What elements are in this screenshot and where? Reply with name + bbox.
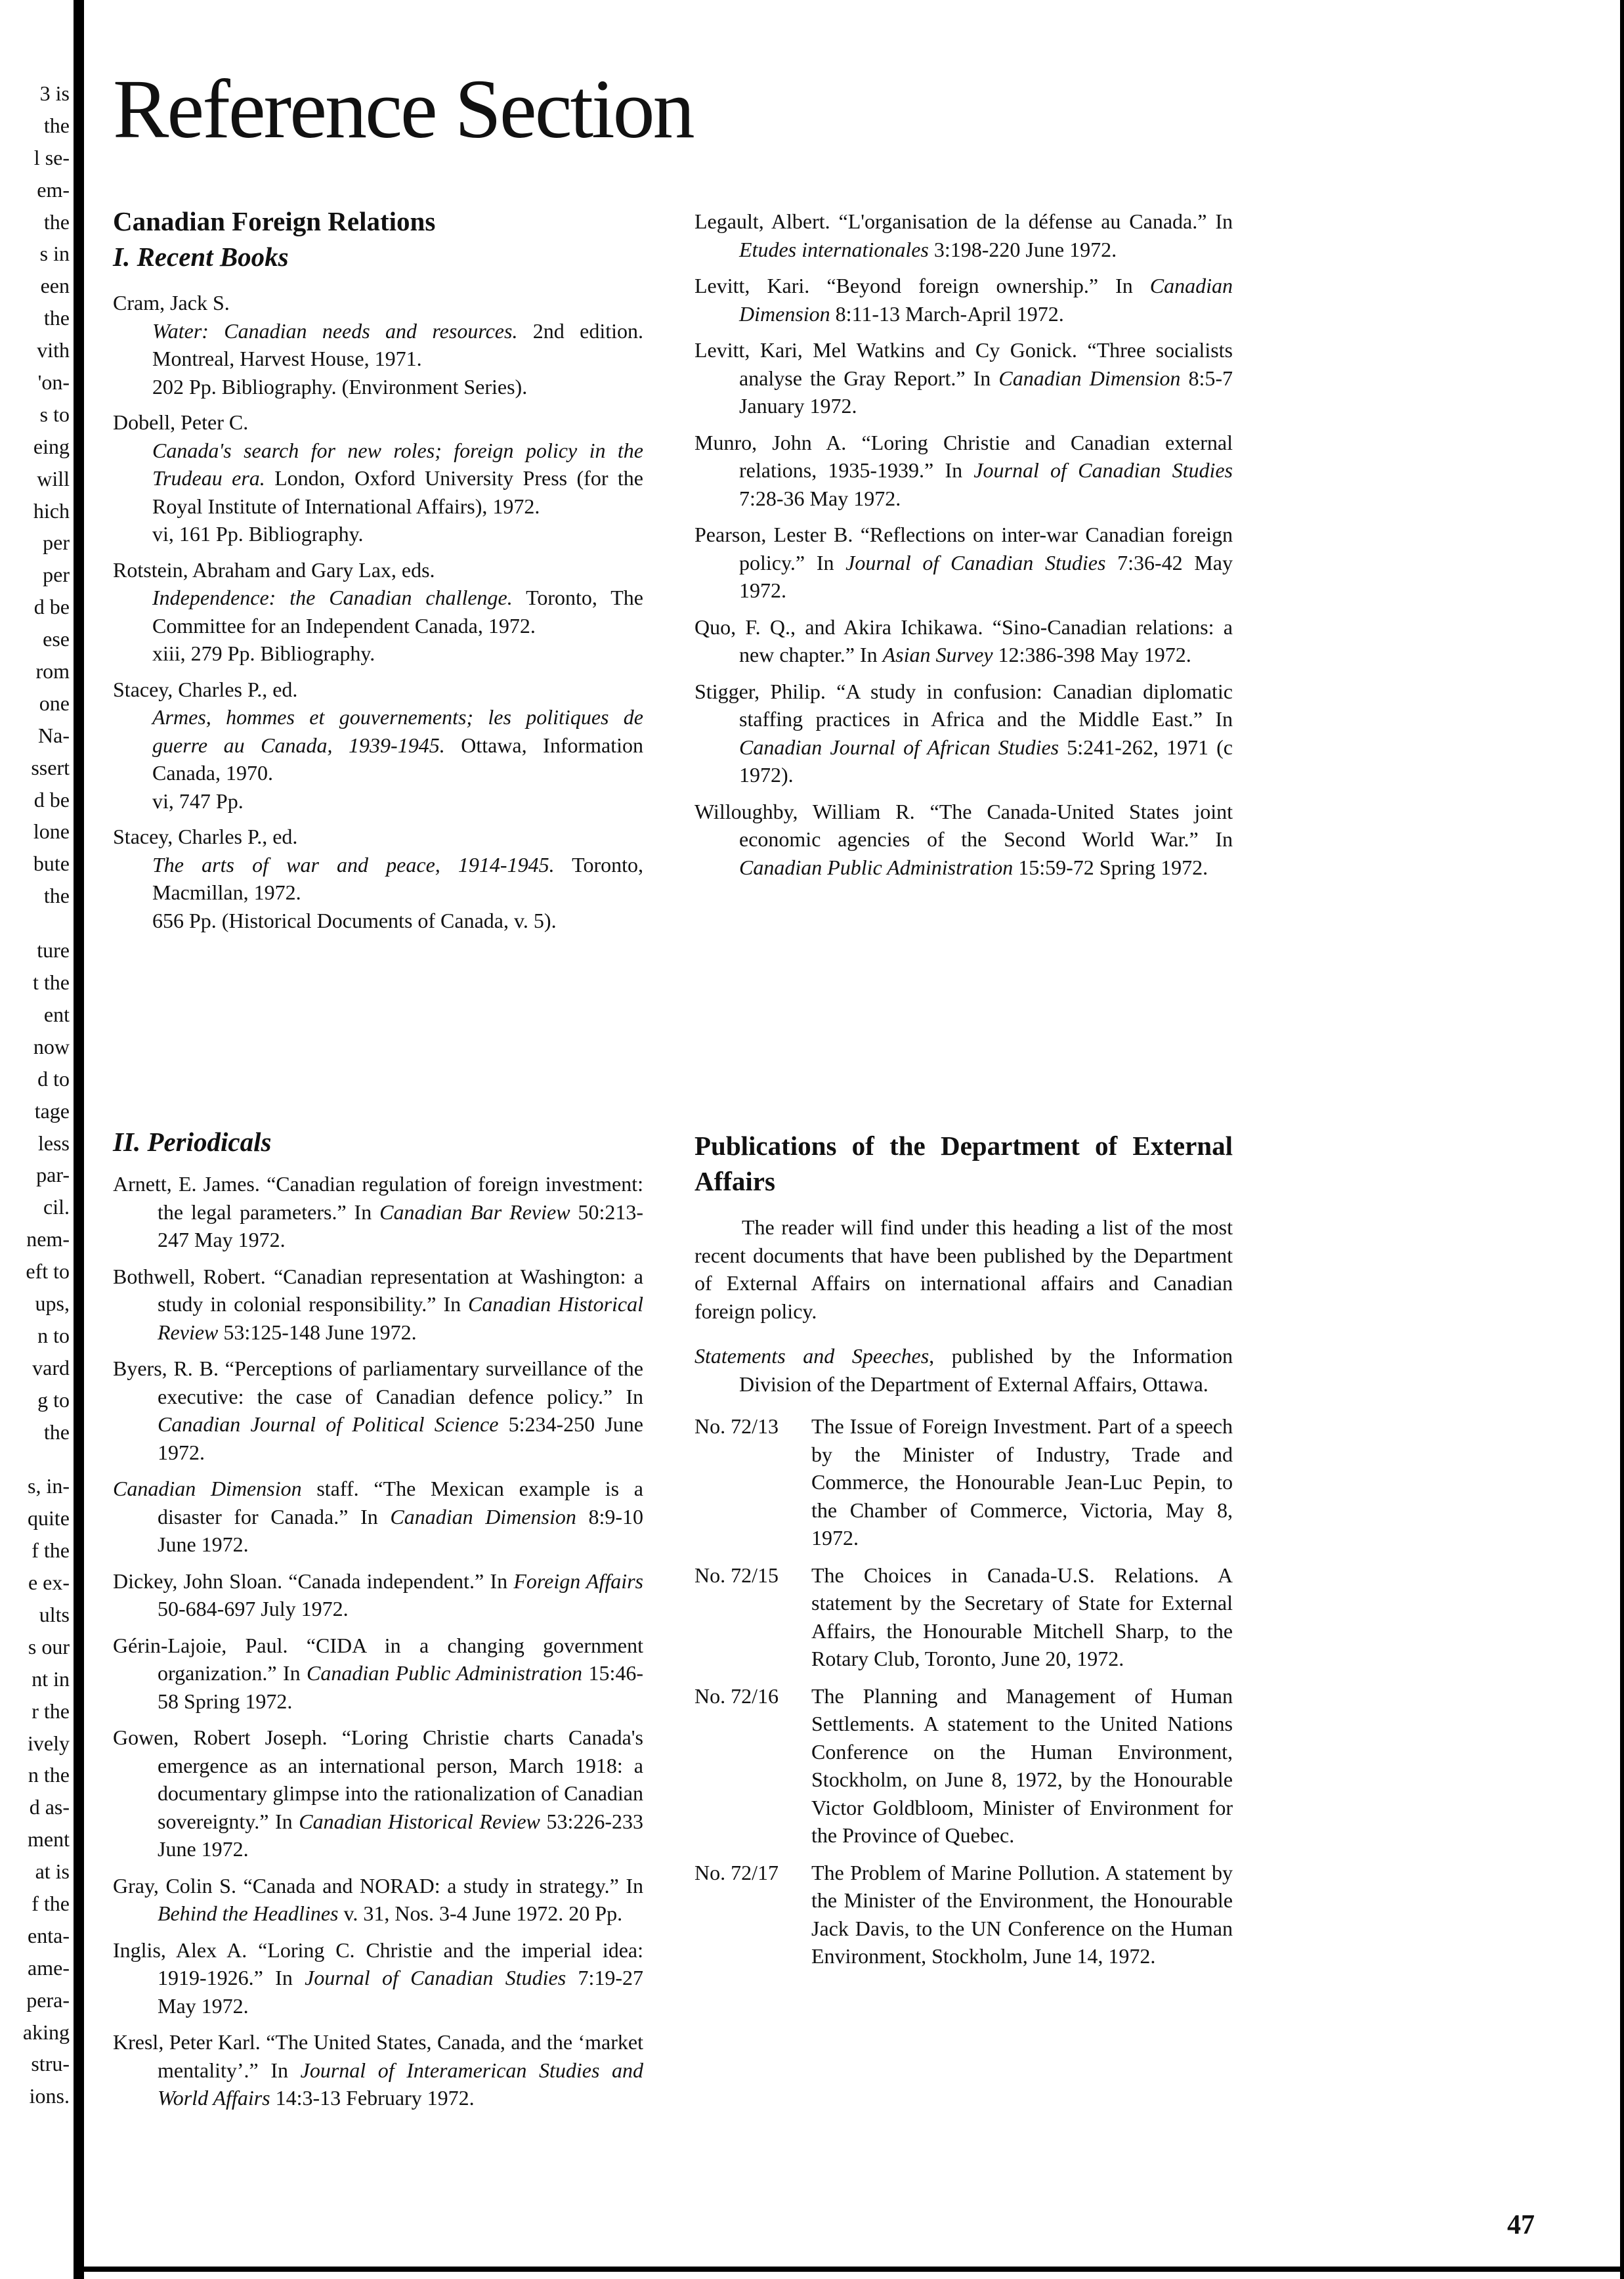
gutter-fragment: n to xyxy=(37,1323,70,1347)
periodical-issue: 5:241-262, 1971 (c 1972). xyxy=(739,735,1233,787)
periodical-journal: Canadian Historical Review xyxy=(299,1809,540,1833)
series-description xyxy=(694,1342,1233,1398)
gutter-fragment: ame- xyxy=(28,1955,70,1980)
gutter-fragment: ent xyxy=(43,1002,70,1026)
recent-books-list xyxy=(113,289,643,934)
periodical-issue: 53:226-233 June 1972. xyxy=(158,1809,643,1861)
periodical-journal: Journal of Canadian Studies xyxy=(845,550,1106,575)
periodical-entry xyxy=(113,1872,643,1928)
periodical-entry xyxy=(113,1724,643,1863)
gutter-fragment: f the xyxy=(32,1538,70,1563)
gutter-fragment: ture xyxy=(37,938,70,963)
periodical-entry xyxy=(113,1170,643,1254)
gutter-fragment: bute xyxy=(33,852,70,876)
right-column-periodicals-continued xyxy=(694,207,1233,890)
periodical-citation: Levitt, Kari. “Beyond foreign ownership.” In xyxy=(694,274,1150,297)
periodical-journal: Asian Survey xyxy=(882,643,993,666)
periodical-entry xyxy=(113,1475,643,1559)
gutter-fragment: ment xyxy=(28,1827,70,1852)
gutter-fragment: the xyxy=(43,113,70,137)
book-pages: 656 Pp. (Historical Documents of Canada, v. 5). xyxy=(152,908,557,932)
right-edge-rule xyxy=(1620,0,1624,2279)
gutter-fragment: par- xyxy=(36,1163,70,1187)
book-pages: xiii, 279 Pp. Bibliography. xyxy=(152,641,375,665)
gutter-fragment: vith xyxy=(37,338,70,362)
gutter-fragment: will xyxy=(37,466,70,490)
periodical-citation: Stigger, Philip. “A study in confusion: Canadian diplomatic staffing practices in Africa and the Middle East.” In xyxy=(694,679,1233,731)
book-description xyxy=(113,437,643,521)
gutter-fragment: em- xyxy=(37,177,70,202)
book-title: Canada's search for new roles; foreign policy in the Trudeau era. xyxy=(152,438,643,490)
gutter-fragment: tage xyxy=(34,1098,70,1123)
book-pages: vi, 161 Pp. Bibliography. xyxy=(152,522,364,546)
statement-row xyxy=(694,1412,1233,1552)
periodical-entry xyxy=(113,1567,643,1623)
periodical-citation: Willoughby, William R. “The Canada-United States joint economic agencies of the Second World War.” In xyxy=(694,799,1233,851)
gutter-fragment: quite xyxy=(28,1506,70,1530)
gutter-fragment: pera- xyxy=(26,1987,70,2012)
bottom-edge-rule xyxy=(74,2267,1624,2272)
periodical-journal: Canadian Journal of Political Science xyxy=(158,1412,499,1436)
periodical-entry xyxy=(694,678,1233,789)
periodical-journal: Etudes internationales xyxy=(739,237,929,261)
periodical-author-italic: Canadian Dimension xyxy=(113,1477,302,1500)
gutter-fragment: d to xyxy=(37,1066,70,1091)
book-description xyxy=(113,851,643,907)
statement-text: The Issue of Foreign Investment. Part of a speech by the Minister of Industry, Trade and Commerce, the Honourable Jean-Luc Pepin, to the Chamber of Commerce, Victoria, May 8, 1972. xyxy=(811,1414,1233,1550)
book-pages: vi, 747 Pp. xyxy=(152,789,244,813)
periodical-citation: Levitt, Kari, Mel Watkins and Cy Gonick. “Three socialists analyse the Gray Report.” In xyxy=(694,338,1233,390)
periodical-issue: 5:234-250 June 1972. xyxy=(158,1412,643,1464)
publications-intro: The reader will find under this heading a list of the most recent documents that have been published by the Department of External Affairs on international affairs and Canadian foreign policy. xyxy=(694,1215,1233,1323)
gutter-fragment: r the xyxy=(32,1699,70,1723)
periodical-citation: Legault, Albert. “L'organisation de la défense au Canada.” In xyxy=(694,209,1233,233)
section-heading-publications: Publications of the Department of External Affairs xyxy=(694,1131,1233,1196)
periodical-entry xyxy=(694,272,1233,328)
book-title: Water: Canadian needs and resources. xyxy=(152,318,518,343)
book-pages: 202 Pp. Bibliography. (Environment Series). xyxy=(152,374,528,399)
gutter-fragment: eing xyxy=(33,434,70,458)
gutter-fragment: n the xyxy=(28,1763,70,1787)
gutter-fragment: ively xyxy=(28,1731,70,1755)
gutter-fragment: rom xyxy=(35,659,70,684)
periodical-citation: Munro, John A. “Loring Christie and Canadian external relations, 1935-1939.” In xyxy=(694,430,1233,482)
periodical-issue: 15:46-58 Spring 1972. xyxy=(158,1661,643,1713)
book-entry xyxy=(113,408,643,548)
book-author: Rotstein, Abraham and Gary Lax, eds. xyxy=(113,557,435,582)
gutter-fragment: at is xyxy=(35,1859,70,1884)
binding-shadow xyxy=(74,0,84,2279)
gutter-fragment: the xyxy=(43,1420,70,1444)
book-publication: Ottawa, Information Canada, 1970. xyxy=(152,733,644,785)
gutter-fragment: 'on- xyxy=(37,370,70,395)
statement-row xyxy=(694,1859,1233,1970)
page-title: Reference Section xyxy=(113,62,693,156)
book-entry xyxy=(113,823,643,934)
periodical-journal: Canadian Public Administration xyxy=(307,1661,583,1685)
statement-row xyxy=(694,1561,1233,1673)
gutter-fragment: eft to xyxy=(26,1259,70,1284)
periodical-entry xyxy=(694,798,1233,882)
periodical-journal: Behind the Headlines xyxy=(158,1901,339,1925)
gutter-fragment: ssert xyxy=(31,755,70,779)
subheading-periodicals: II. Periodicals xyxy=(113,1127,272,1157)
periodical-entry xyxy=(694,207,1233,263)
book-description xyxy=(113,703,643,787)
periodical-citation: staff. “The Mexican example is a disaster for Canada.” In xyxy=(158,1477,644,1529)
periodical-citation: Gray, Colin S. “Canada and NORAD: a study in strategy.” In xyxy=(113,1873,643,1898)
book-publication: London, Oxford University Press (for the Royal Institute of International Affairs), 1972. xyxy=(152,466,644,518)
periodical-citation: Inglis, Alex A. “Loring C. Christie and the imperial idea: 1919-1926.” In xyxy=(113,1938,643,1989)
periodical-entry xyxy=(113,2028,643,2112)
periodical-citation: Arnett, E. James. “Canadian regulation of foreign investment: the legal parameters.” In xyxy=(113,1172,643,1224)
periodicals-list xyxy=(113,1170,643,2112)
periodical-citation: Pearson, Lester B. “Reflections on inter-war Canadian foreign policy.” In xyxy=(694,523,1233,575)
gutter-fragment: less xyxy=(38,1131,70,1155)
gutter-fragment: d be xyxy=(33,787,70,812)
periodical-journal: Canadian Historical Review xyxy=(158,1292,644,1344)
periodical-issue: 7:19-27 May 1972. xyxy=(158,1966,644,2018)
book-publication: Toronto, Macmillan, 1972. xyxy=(152,852,644,904)
gutter-fragment xyxy=(23,1448,70,1470)
statement-number: No. 72/13 xyxy=(694,1414,779,1438)
book-title: Independence: the Canadian challenge. xyxy=(152,586,513,609)
book-author: Cram, Jack S. xyxy=(113,291,230,315)
series-description-text: , published by the Information Division of the Department of External Affairs, Ottawa. xyxy=(739,1344,1233,1396)
statement-number: No. 72/17 xyxy=(694,1860,779,1884)
periodical-citation: Gowen, Robert Joseph. “Loring Christie charts Canada's emergence as an international person, March 1918: a documentary glimpse into the rationalization of Canadian sovereignty.” In xyxy=(113,1726,643,1833)
periodicals-continued-list xyxy=(694,207,1233,881)
gutter-fragment: s, in- xyxy=(28,1474,70,1498)
periodical-citation: Dickey, John Sloan. “Canada independent.” In xyxy=(113,1569,514,1593)
book-description xyxy=(113,584,643,640)
statement-text: The Planning and Management of Human Settlements. A statement to the United Nations Conference on the Human Environment, Stockholm, on June 8, 1972, by the Honourable Victor Goldbloom, Minister of Environment for the Province of Quebec. xyxy=(811,1683,1233,1847)
book-author: Stacey, Charles P., ed. xyxy=(113,825,298,848)
gutter-fragment: enta- xyxy=(28,1923,70,1947)
periodical-issue: 15:59-72 Spring 1972. xyxy=(1013,855,1208,879)
periodical-journal: Journal of Canadian Studies xyxy=(973,458,1233,482)
gutter-fragment: stru- xyxy=(31,2052,70,2076)
gutter-fragment: e ex- xyxy=(28,1571,70,1595)
periodical-issue: 8:9-10 June 1972. xyxy=(158,1504,644,1556)
left-column-books xyxy=(113,204,643,942)
page-number: 47 xyxy=(1507,2210,1535,2240)
book-entry xyxy=(113,289,643,401)
gutter-fragment: 3 is xyxy=(39,81,70,105)
periodical-issue: 14:3-13 February 1972. xyxy=(270,2086,475,2110)
periodical-entry xyxy=(113,1936,643,2020)
book-publication: Toronto, The Committee for an Independent Canada, 1972. xyxy=(152,586,644,638)
periodical-journal: Journal of Interamerican Studies and World Affairs xyxy=(158,2058,644,2110)
periodical-issue: 3:198-220 June 1972. xyxy=(928,237,1117,261)
statement-text: The Choices in Canada-U.S. Relations. A statement by the Secretary of State for External Affairs, the Honourable Mitchell Sharp, to the Rotary Club, Toronto, June 20, 1972. xyxy=(811,1563,1233,1670)
gutter-fragment: aking xyxy=(22,2020,70,2044)
periodical-citation: Gérin-Lajoie, Paul. “CIDA in a changing government organization.” In xyxy=(113,1633,643,1685)
periodical-entry xyxy=(113,1355,643,1466)
right-column-publications xyxy=(694,1128,1233,1980)
periodical-citation: Quo, F. Q., and Akira Ichikawa. “Sino-Canadian relations: a new chapter.” In xyxy=(694,615,1233,666)
gutter-fragment: Na- xyxy=(38,723,70,747)
left-column-periodicals xyxy=(113,1124,643,2121)
gutter-fragment: nem- xyxy=(26,1227,70,1251)
periodical-issue: 50:213-247 May 1972. xyxy=(158,1200,644,1251)
periodical-journal: Canadian Dimension xyxy=(390,1504,576,1529)
periodical-journal: Canadian Dimension xyxy=(998,366,1181,390)
periodical-entry xyxy=(113,1263,643,1347)
periodical-issue: 7:28-36 May 1972. xyxy=(739,486,901,510)
gutter-fragment: the xyxy=(43,884,70,908)
gutter-fragment: f the xyxy=(32,1891,70,1915)
periodical-journal: Canadian Public Administration xyxy=(739,855,1014,879)
book-entry xyxy=(113,556,643,668)
periodical-journal: Foreign Affairs xyxy=(513,1569,644,1593)
periodical-issue: 53:125-148 June 1972. xyxy=(218,1320,417,1344)
periodical-journal: Canadian Journal of African Studies xyxy=(739,735,1059,759)
periodical-journal: Canadian Dimension xyxy=(739,274,1233,326)
gutter-fragment: een xyxy=(40,274,70,298)
gutter-fragment: one xyxy=(39,691,70,715)
gutter-fragment: ese xyxy=(43,627,70,651)
series-title: Statements and Speeches xyxy=(694,1344,930,1368)
periodical-entry xyxy=(113,1632,643,1716)
gutter-fragment: l se- xyxy=(33,145,70,169)
gutter-fragment: now xyxy=(33,1034,70,1058)
periodical-issue: 12:386-398 May 1972. xyxy=(993,643,1191,666)
gutter-fragment: ults xyxy=(39,1602,70,1626)
book-entry xyxy=(113,676,643,815)
gutter-fragment: d be xyxy=(33,595,70,619)
periodical-issue: 8:11-13 March-April 1972. xyxy=(830,301,1064,326)
book-title: The arts of war and peace, 1914-1945. xyxy=(152,852,555,877)
gutter-fragment: ions. xyxy=(29,2084,70,2108)
subheading-recent-books: I. Recent Books xyxy=(113,242,289,272)
statement-text: The Problem of Marine Pollution. A statement by the Minister of the Environment, the Honourable Jack Davis, to the UN Conference on the Human Environment, Stockholm, June 14, 1972. xyxy=(811,1860,1233,1968)
gutter-fragment: cil. xyxy=(43,1195,70,1219)
book-title: Armes, hommes et gouvernements; les politiques de guerre au Canada, 1939-1945. xyxy=(152,705,643,757)
periodical-entry xyxy=(694,429,1233,513)
periodical-citation: Kresl, Peter Karl. “The United States, Canada, and the ‘market mentality’.” In xyxy=(113,2030,643,2082)
periodical-journal: Canadian Bar Review xyxy=(379,1200,570,1224)
statement-row xyxy=(694,1682,1233,1850)
periodical-issue: 7:36-42 May 1972. xyxy=(739,550,1233,602)
gutter-fragment: nt in xyxy=(32,1666,70,1691)
periodical-issue: v. 31, Nos. 3-4 June 1972. 20 Pp. xyxy=(338,1901,623,1925)
book-author: Stacey, Charles P., ed. xyxy=(113,677,298,701)
gutter-fragment: d as- xyxy=(29,1795,70,1819)
book-publication: 2nd edition. Montreal, Harvest House, 1971. xyxy=(152,318,643,370)
gutter-fragment: lone xyxy=(33,819,70,844)
periodical-citation: Byers, R. B. “Perceptions of parliamentary surveillance of the executive: the case of Canadian defence policy.” In xyxy=(113,1357,643,1408)
periodical-entry xyxy=(694,613,1233,669)
gutter-fragment: g to xyxy=(37,1387,70,1412)
periodical-journal: Journal of Canadian Studies xyxy=(305,1966,566,1989)
periodical-issue: 50-684-697 July 1972. xyxy=(158,1597,349,1620)
statement-number: No. 72/16 xyxy=(694,1683,779,1708)
gutter-fragment: per xyxy=(43,531,70,555)
statement-number: No. 72/15 xyxy=(694,1563,779,1587)
periodical-citation: Bothwell, Robert. “Canadian representation at Washington: a study in colonial responsibility.” In xyxy=(113,1264,643,1316)
gutter-fragment: the xyxy=(43,306,70,330)
gutter-fragment: the xyxy=(43,209,70,234)
gutter-fragment: t the xyxy=(33,970,70,995)
facing-page-text-fragments xyxy=(23,77,70,2112)
gutter-fragment: ups, xyxy=(35,1291,70,1315)
periodical-entry xyxy=(694,336,1233,420)
gutter-fragment xyxy=(23,912,70,934)
book-author: Dobell, Peter C. xyxy=(113,410,249,434)
periodical-issue: 8:5-7 January 1972. xyxy=(739,366,1233,418)
book-description xyxy=(113,317,643,373)
section-heading-canadian-foreign-relations: Canadian Foreign Relations xyxy=(113,206,436,236)
periodical-entry xyxy=(694,521,1233,605)
gutter-fragment: s in xyxy=(39,242,70,266)
gutter-fragment: s our xyxy=(28,1634,70,1659)
gutter-fragment: hich xyxy=(33,498,70,523)
gutter-fragment: s to xyxy=(39,402,70,426)
statements-list xyxy=(694,1412,1233,1970)
gutter-fragment: per xyxy=(43,563,70,587)
facing-page-gutter xyxy=(0,0,84,2279)
gutter-fragment: vard xyxy=(32,1355,70,1379)
